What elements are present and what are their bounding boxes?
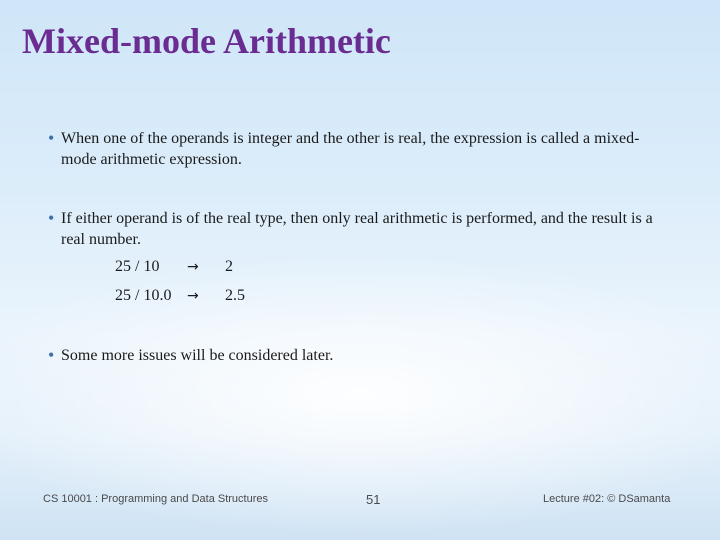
slide-title: Mixed-mode Arithmetic xyxy=(22,21,391,61)
example-line xyxy=(115,287,245,305)
bullet-text: Some more issues will be considered later. xyxy=(61,347,334,364)
bullet-text: If either operand is of the real type, then only real arithmetic is performed, and the result is a real number. xyxy=(61,210,653,248)
example-result: 2.5 xyxy=(225,287,245,304)
bullet-item xyxy=(48,345,668,366)
bullet-marker-icon: • xyxy=(48,128,55,148)
example-result: 2 xyxy=(225,258,233,275)
example-expression: 25 / 10 xyxy=(115,258,160,275)
footer-course: CS 10001 : Programming and Data Structures xyxy=(43,493,269,505)
example-expression: 25 / 10.0 xyxy=(115,287,172,304)
right-arrow-icon: → xyxy=(187,288,199,304)
bullet-marker-icon: • xyxy=(48,208,55,228)
right-arrow-icon: → xyxy=(187,259,199,275)
bullet-marker-icon: • xyxy=(48,345,55,365)
bullet-text: When one of the operands is integer and the other is real, the expression is called a mixed-mode arithmetic expression. xyxy=(61,130,640,168)
example-line xyxy=(115,258,233,276)
footer-page-number: 51 xyxy=(366,492,381,507)
bullet-item xyxy=(48,208,668,250)
bullet-item xyxy=(48,128,668,170)
footer-lecture: Lecture #02: © DSamanta xyxy=(543,493,671,505)
